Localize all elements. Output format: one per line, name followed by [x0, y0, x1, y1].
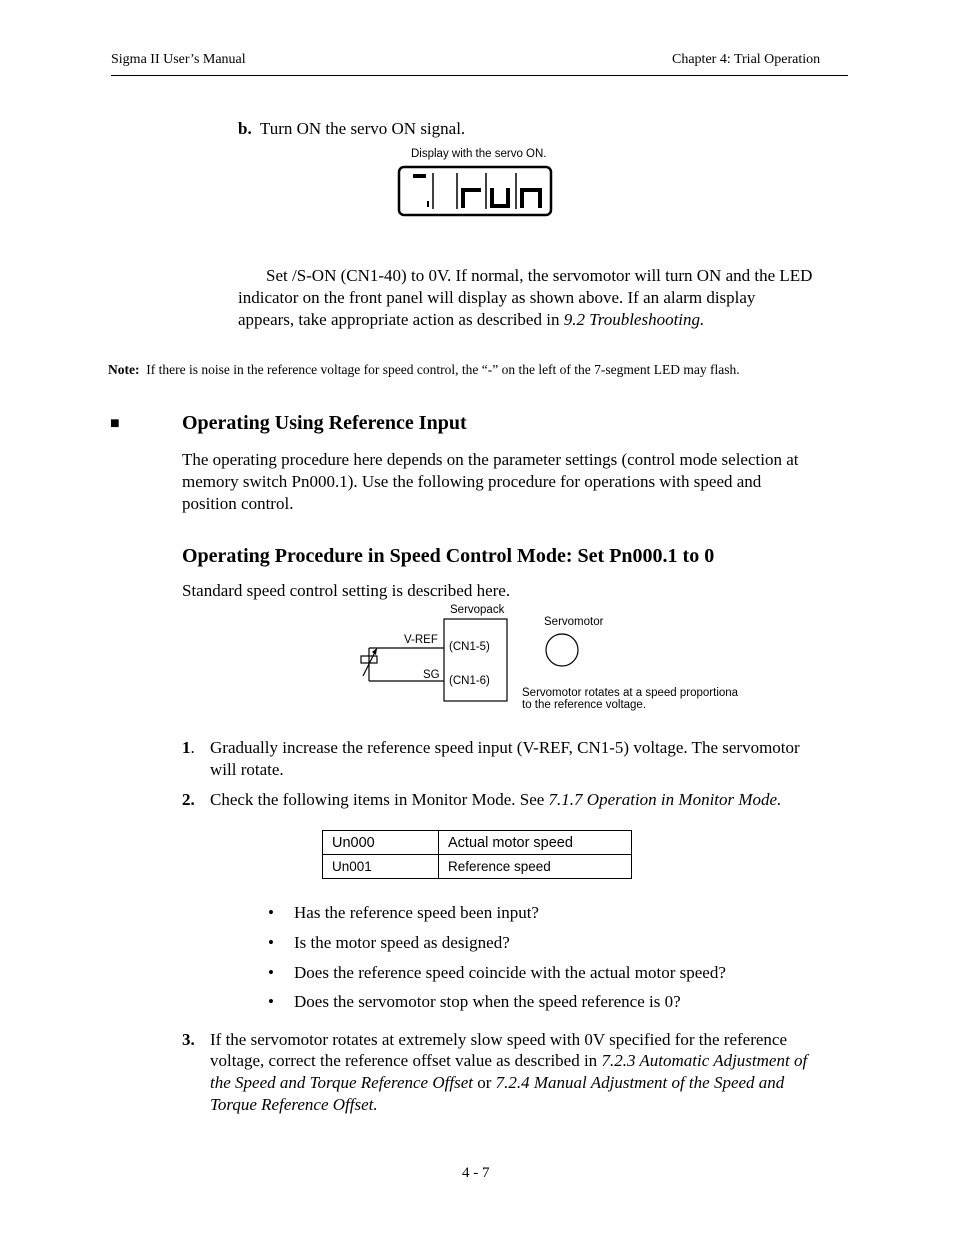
note [108, 362, 740, 378]
step-1-num: 1. [182, 738, 195, 757]
check-item: Has the reference speed been input? [294, 903, 539, 922]
step-3-line-4 [210, 1094, 378, 1116]
step-3-or: or [472, 1073, 496, 1092]
section-para-2: memory switch Pn000.1). Use the following procedure for operations with speed and [182, 472, 762, 491]
subsection-title: Operating Procedure in Speed Control Mode: Set Pn000.1 to 0 [182, 545, 715, 567]
step-b-label: b. [238, 119, 252, 138]
step-1-line-1: Gradually increase the reference speed input (V-REF, CN1-5) voltage. The servomotor [210, 738, 800, 757]
servopack-box [444, 619, 507, 701]
monitor-desc: Actual motor speed [439, 831, 632, 855]
check-bullet: • [268, 963, 274, 982]
monitor-table [322, 830, 632, 879]
section-para-1: The operating procedure here depends on the parameter settings (control mode selection at [182, 450, 799, 469]
son-line-2: indicator on the front panel will display as shown above. If an alarm display [238, 288, 756, 307]
display-caption: Display with the servo ON. [411, 148, 547, 160]
sg-label: SG [423, 669, 440, 681]
cn1-5-label: (CN1-5) [449, 641, 490, 653]
son-line-3-prefix: appears, take appropriate action as described in [238, 310, 564, 329]
monitor-mode-ref: 7.1.7 Operation in Monitor Mode. [548, 790, 782, 809]
step-3-line-2 [210, 1050, 807, 1072]
wiring-caption-2: to the reference voltage. [522, 699, 647, 711]
header-chapter-title: Chapter 4: Trial Operation [672, 52, 821, 67]
table-row [323, 855, 632, 879]
step-2-text [210, 789, 781, 811]
check-bullet: • [268, 933, 274, 952]
wiring-caption-1: Servomotor rotates at a speed proportiona [522, 687, 739, 699]
step-3-line-1: If the servomotor rotates at extremely slow speed with 0V specified for the reference [210, 1030, 787, 1049]
son-line-1: Set /S-ON (CN1-40) to 0V. If normal, the servomotor will turn ON and the LED [266, 266, 813, 285]
monitor-code: Un000 [323, 831, 439, 855]
check-item: Does the servomotor stop when the speed reference is 0? [294, 992, 681, 1011]
step-1-line-2: will rotate. [210, 760, 284, 779]
subsection-intro: Standard speed control setting is described here. [182, 581, 511, 600]
servopack-label: Servopack [450, 604, 505, 616]
servomotor-icon [546, 634, 578, 666]
section-para-3: position control. [182, 494, 294, 513]
page-number: 4 - 7 [462, 1165, 490, 1181]
vref-label: V-REF [404, 634, 438, 646]
header-rule [111, 75, 848, 76]
wiring-caption [522, 687, 738, 711]
note-label: Note: [108, 362, 140, 377]
step-3-line-2-prefix: voltage, correct the reference offset value as described in [210, 1051, 602, 1070]
troubleshooting-ref: 9.2 Troubleshooting. [563, 310, 705, 329]
step-3-line-3 [210, 1072, 784, 1094]
check-bullet: • [268, 903, 274, 922]
section-bullet-icon: ■ [110, 415, 120, 432]
auto-adjust-ref: 7.2.3 Automatic Adjustment of [601, 1051, 808, 1070]
step-2-prefix: Check the following items in Monitor Mode. See [210, 790, 549, 809]
note-text: If there is noise in the reference voltage for speed control, the “-” on the left of the 7-segment LED may flash. [146, 362, 740, 377]
led-display [397, 165, 553, 217]
step-b-text: Turn ON the servo ON signal. [259, 119, 466, 138]
auto-adjust-ref-cont: the Speed and Torque Reference Offset [210, 1073, 473, 1092]
servomotor-label: Servomotor [544, 616, 604, 628]
check-bullet: • [268, 992, 274, 1011]
manual-adjust-ref-cont: Torque Reference Offset. [210, 1095, 378, 1114]
table-row [323, 831, 632, 855]
header-manual-title: Sigma II User’s Manual [111, 52, 246, 67]
manual-adjust-ref: 7.2.4 Manual Adjustment of the Speed and [495, 1073, 785, 1092]
monitor-desc: Reference speed [439, 855, 632, 879]
check-item: Does the reference speed coincide with the actual motor speed? [294, 963, 726, 982]
step-b [238, 118, 465, 140]
cn1-6-label: (CN1-6) [449, 675, 490, 687]
monitor-code: Un001 [323, 855, 439, 879]
step-2-num: 2. [182, 790, 195, 809]
step-3-num: 3. [182, 1030, 195, 1049]
son-line-3 [238, 309, 704, 331]
check-item: Is the motor speed as designed? [294, 933, 510, 952]
section-title: Operating Using Reference Input [182, 412, 467, 434]
